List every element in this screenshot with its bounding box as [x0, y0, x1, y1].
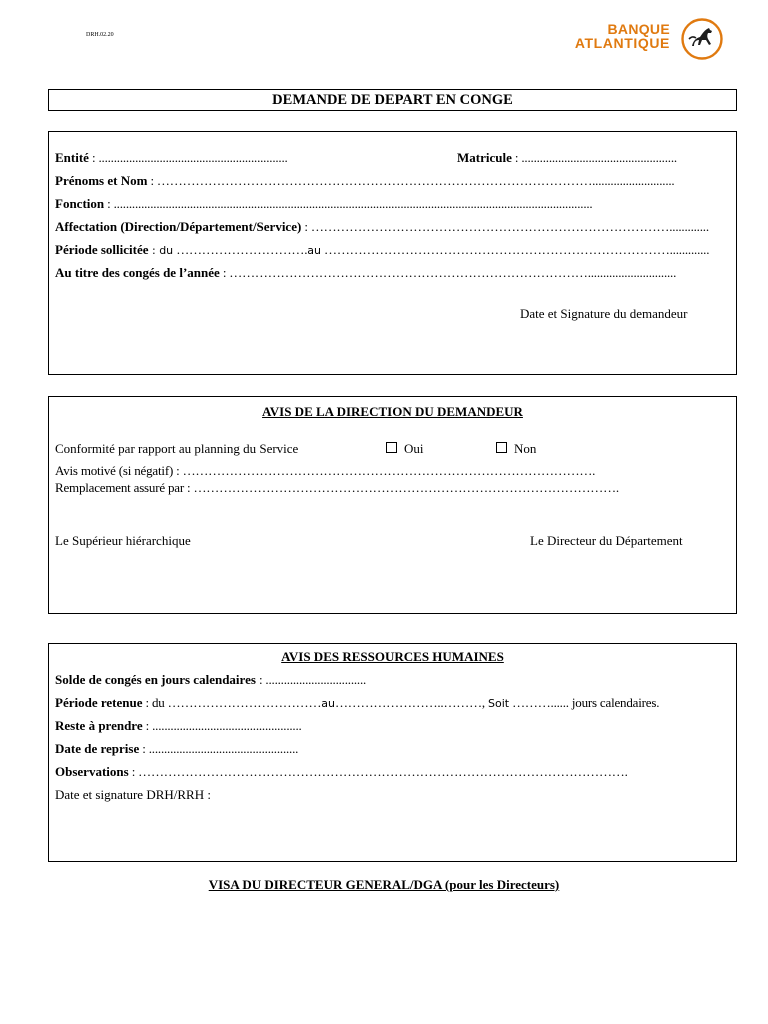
fonction-dots: : ............................................................................................................................................................. — [104, 196, 593, 211]
fonction-label: Fonction — [55, 196, 105, 211]
reprise-field[interactable] — [55, 741, 298, 757]
rh-title: AVIS DES RESSOURCES HUMAINES — [281, 649, 504, 664]
observations-label: Observations — [55, 764, 129, 779]
directeur-signature: Le Directeur du Département — [530, 533, 683, 548]
fonction-field[interactable] — [55, 196, 593, 212]
remplacement-field[interactable]: Remplacement assuré par : ………………………………………………………………………………………. — [55, 480, 619, 495]
titre-conges-field[interactable] — [55, 265, 676, 281]
prenoms-dots: : …………………………………………………………………………………………........................... — [147, 173, 675, 188]
rh-section — [48, 643, 737, 862]
direction-section — [48, 396, 737, 614]
periode-field[interactable] — [55, 242, 709, 258]
document-reference: DRH.02.20 — [86, 32, 114, 38]
periode-label: Période sollicitée — [55, 242, 149, 257]
matricule-label: Matricule — [457, 150, 512, 165]
prenoms-label: Prénoms et Nom — [55, 173, 148, 188]
superieur-signature: Le Supérieur hiérarchique — [55, 533, 191, 548]
periode-retenue-au: au — [321, 697, 335, 710]
non-checkbox[interactable] — [496, 441, 536, 457]
entite-label: Entité — [55, 150, 89, 165]
horse-emblem-icon — [680, 17, 724, 61]
reprise-label: Date de reprise — [55, 741, 140, 756]
oui-checkbox-box[interactable] — [386, 442, 397, 453]
reste-dots: : ................................................. — [142, 718, 302, 733]
reprise-dots: : ................................................. — [139, 741, 299, 756]
periode-retenue-du: : du ……………………………… — [142, 695, 322, 710]
logo-line-2: ATLANTIQUE — [574, 35, 670, 51]
demandeur-signature: Date et Signature du demandeur — [520, 306, 688, 321]
logo-line-1: BANQUE — [607, 21, 670, 37]
periode-au-dots: ………………………………………………………………………............. — [320, 242, 710, 257]
periode-au: au — [307, 244, 321, 257]
entite-field[interactable] — [55, 150, 288, 166]
matricule-dots: : ................................................... — [511, 150, 677, 165]
periode-retenue-field[interactable] — [55, 695, 659, 711]
conformite-label: Conformité par rapport au planning du Service — [55, 441, 299, 456]
affectation-label: Affectation (Direction/Département/Service) — [55, 219, 302, 234]
reste-field[interactable] — [55, 718, 302, 734]
soit-label: Soit — [487, 697, 510, 710]
matricule-field[interactable] — [457, 150, 677, 166]
non-checkbox-box[interactable] — [496, 442, 507, 453]
drh-signature: Date et signature DRH/RRH : — [55, 787, 211, 802]
bank-logo — [548, 14, 726, 64]
periode-du-dots: …………………………. — [173, 242, 308, 257]
observations-dots: : ……………………………………………………………………………………………………. — [128, 764, 628, 779]
avis-motive-field[interactable]: Avis motivé (si négatif) : ……………………………………………………………………………………. — [55, 463, 596, 478]
solde-field[interactable] — [55, 672, 366, 688]
oui-checkbox[interactable] — [386, 441, 424, 457]
reste-label: Reste à prendre — [55, 718, 143, 733]
request-section — [48, 131, 737, 375]
logo-wordmark — [548, 22, 670, 50]
solde-dots: : ................................. — [255, 672, 367, 687]
non-label: Non — [514, 441, 537, 456]
periode-retenue-label: Période retenue — [55, 695, 143, 710]
affectation-dots: : …………………………………………………………………………............. — [301, 219, 709, 234]
periode-du: : du — [148, 244, 174, 257]
form-title: DEMANDE DE DEPART EN CONGE — [48, 89, 737, 111]
direction-title: AVIS DE LA DIRECTION DU DEMANDEUR — [262, 404, 523, 419]
oui-label: Oui — [404, 441, 424, 456]
entite-dots: : .............................................................. — [88, 150, 288, 165]
soit-dots: ………...... jours calendaires. — [509, 695, 660, 710]
affectation-field[interactable] — [55, 219, 709, 235]
solde-label: Solde de congés en jours calendaires — [55, 672, 256, 687]
periode-retenue-au-dots: ……………………..………, — [334, 695, 488, 710]
prenoms-field[interactable] — [55, 173, 674, 189]
titre-conges-dots: : …………………………………………………………………………............................. — [219, 265, 677, 280]
titre-conges-label: Au titre des congés de l’année — [55, 265, 220, 280]
observations-field[interactable] — [55, 764, 628, 780]
visa-directeur-general: VISA DU DIRECTEUR GENERAL/DGA (pour les Directeurs) — [208, 877, 560, 892]
